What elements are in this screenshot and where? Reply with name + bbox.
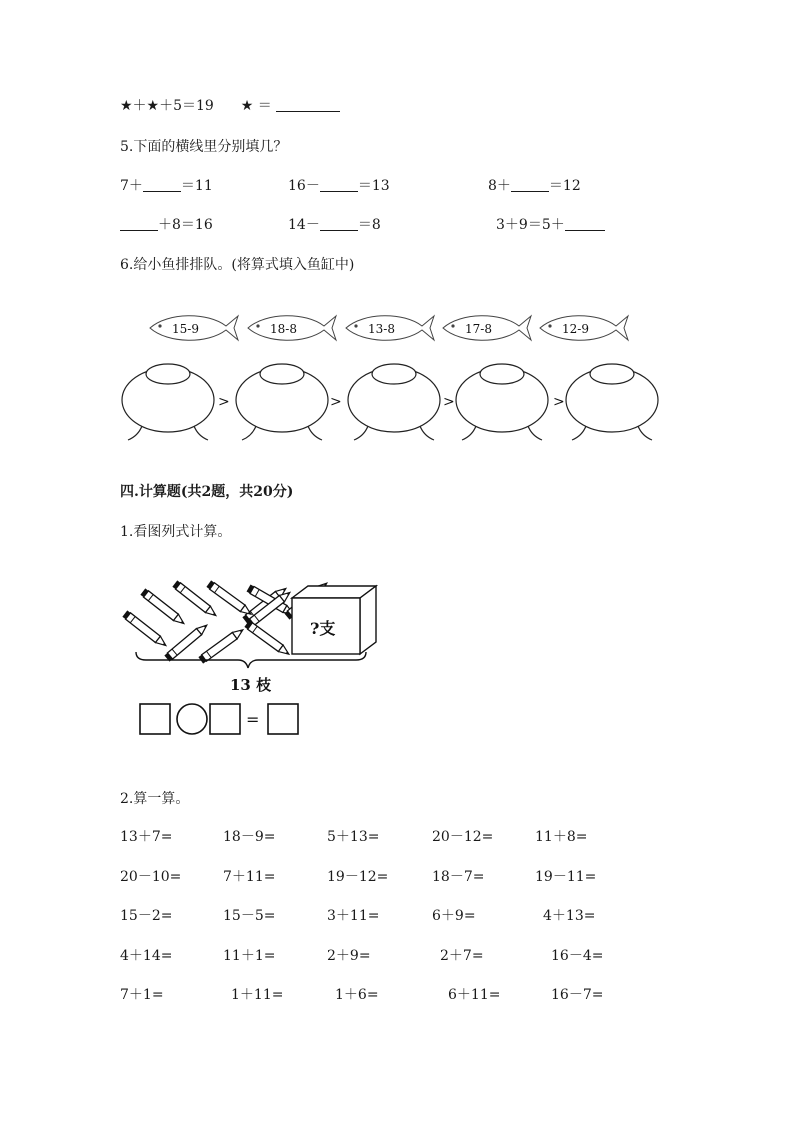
calc-item[interactable]: 1＋6=	[335, 987, 379, 1003]
calc-item[interactable]: 2＋7=	[440, 948, 484, 964]
fill-blank[interactable]	[320, 216, 358, 231]
q6-title: 6.给小鱼排排队。(将算式填入鱼缸中)	[120, 257, 355, 273]
calc-item[interactable]: 16－4=	[551, 948, 604, 964]
calc-item[interactable]: 20－12=	[432, 829, 494, 845]
section-heading: 四.计算题(共2题，共20分)	[120, 484, 294, 500]
fish-bowl-3[interactable]	[348, 364, 440, 440]
fish-3[interactable]	[346, 316, 434, 341]
fish-1[interactable]	[150, 316, 238, 341]
q1-title: 1.看图列式计算。	[120, 524, 232, 540]
q5-item-4: ＋8＝16	[120, 216, 213, 234]
calc-item[interactable]: 6＋11=	[448, 987, 501, 1003]
star-equation-line	[120, 97, 340, 115]
greater-than-symbol: >	[330, 394, 342, 410]
calc-item[interactable]: 19－11=	[535, 869, 597, 885]
calc-item[interactable]: 2＋9=	[327, 948, 371, 964]
calc-item[interactable]: 18－7=	[432, 869, 485, 885]
fill-blank[interactable]	[320, 177, 358, 192]
fish-5[interactable]	[540, 316, 628, 341]
fish-label: 13-8	[368, 322, 395, 336]
calc-item[interactable]: 18－9=	[223, 829, 276, 845]
calc-item[interactable]: 15－2=	[120, 908, 173, 924]
q5-item-2: 16－ ＝13	[288, 178, 390, 194]
calc-item[interactable]: 16－7=	[551, 987, 604, 1003]
box-label: ?支	[310, 619, 336, 638]
calc-item[interactable]: 19－12=	[327, 869, 389, 885]
q5-item-1: 7＋ ＝11	[120, 178, 213, 194]
fish-bowl-2[interactable]	[236, 364, 328, 440]
calc-item[interactable]: 4＋13=	[543, 908, 596, 924]
calc-item[interactable]: 4＋14=	[120, 948, 173, 964]
calc-item[interactable]: 5＋13=	[327, 829, 380, 845]
calc-item[interactable]: 7＋1=	[120, 987, 164, 1003]
equals-sign: =	[246, 710, 260, 729]
answer-box[interactable]	[140, 704, 170, 734]
calc-item[interactable]: 13＋7=	[120, 829, 173, 845]
calc-item[interactable]: 7＋11=	[223, 869, 276, 885]
fish-bowl-5[interactable]	[566, 364, 658, 440]
calc-item[interactable]: 11＋8=	[535, 829, 588, 845]
q5-item-5: 14－ ＝8	[288, 217, 381, 233]
fish-label: 12-9	[562, 322, 589, 336]
q5-item-6: 3＋9＝5＋	[496, 216, 605, 234]
pencil-icon	[244, 620, 291, 657]
fill-blank[interactable]	[565, 216, 605, 231]
star-value-label: ★ ＝	[240, 98, 272, 114]
pencil-icon	[122, 610, 168, 648]
fish-label: 15-9	[172, 322, 199, 336]
fish-label: 18-8	[270, 322, 297, 336]
calc-item[interactable]: 3＋11=	[327, 908, 380, 924]
answer-box[interactable]	[210, 704, 240, 734]
greater-than-symbol: >	[443, 394, 455, 410]
calc-item[interactable]: 1＋11=	[231, 987, 284, 1003]
calc-item[interactable]: 15－5=	[223, 908, 276, 924]
greater-than-symbol: >	[218, 394, 230, 410]
star-answer-blank[interactable]	[276, 97, 340, 112]
fill-blank[interactable]	[511, 177, 549, 192]
q5-item-3: 8＋ ＝12	[488, 178, 581, 194]
pencil-figure	[120, 576, 400, 746]
pencil-icon	[140, 588, 186, 626]
operator-circle[interactable]	[177, 704, 207, 734]
fish-2[interactable]	[248, 316, 336, 341]
fill-blank[interactable]	[143, 177, 181, 192]
unknown-box	[292, 586, 376, 654]
fill-blank[interactable]	[120, 216, 158, 231]
q5-title: 5.下面的横线里分别填几？	[120, 139, 288, 155]
star-equation: ★＋★＋5＝19	[120, 98, 214, 114]
fish-bowl-1[interactable]	[122, 364, 214, 440]
fish-bowl-4[interactable]	[456, 364, 548, 440]
greater-than-symbol: >	[553, 394, 565, 410]
q2-title: 2.算一算。	[120, 791, 190, 807]
pencil-icon	[198, 627, 245, 664]
calc-item[interactable]: 20－10=	[120, 869, 182, 885]
fish-bowl-figure	[0, 300, 794, 450]
calc-item[interactable]: 6＋9=	[432, 908, 476, 924]
answer-box[interactable]	[268, 704, 298, 734]
fish-4[interactable]	[443, 316, 531, 341]
calc-item[interactable]: 11＋1=	[223, 948, 276, 964]
fish-label: 17-8	[465, 322, 492, 336]
total-label: 13 枝	[230, 676, 272, 694]
